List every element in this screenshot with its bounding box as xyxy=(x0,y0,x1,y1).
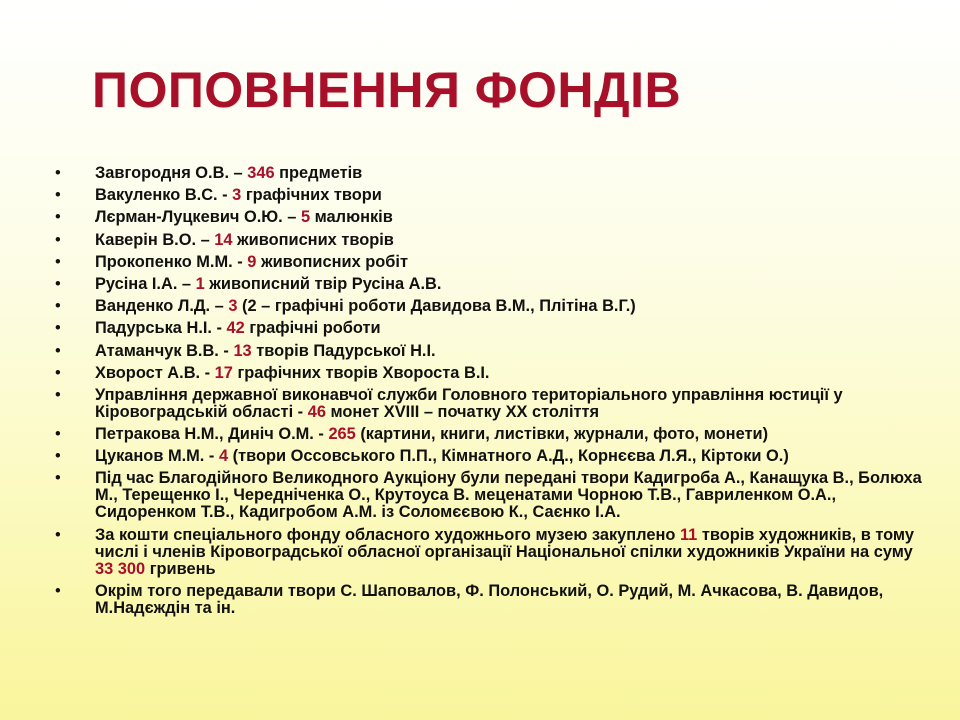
bullet-icon: • xyxy=(55,341,61,360)
item-text: (твори Оссовського П.П., Кімнатного А.Д., Корнєєва Л.Я., Кіртоки О.) xyxy=(228,447,789,466)
item-count: 9 xyxy=(247,252,257,271)
item-text: живописних творів xyxy=(232,230,394,249)
bullet-icon: • xyxy=(55,252,61,271)
bullet-icon: • xyxy=(55,581,61,600)
bullet-icon: • xyxy=(55,274,61,293)
bullet-icon: • xyxy=(55,297,61,316)
item-count: 1 xyxy=(195,274,205,293)
bullet-icon: • xyxy=(55,469,61,488)
item-text: Управління державної виконавчої служби Головного територіального управління юстиції у Кіровоградській області - xyxy=(95,385,843,421)
item-text: Петракова Н.М., Диніч О.М. - xyxy=(95,425,329,444)
item-count: 5 xyxy=(300,208,311,227)
list-item xyxy=(55,320,925,337)
item-text: Під час Благодійного Великодного Аукціону були передані твори Кадигроба А., Канащука В., Болюха М., Терещенко І., Чередніченка О., Крутоуса В. меценатами Чорною Т.В., Гавриленком О.А., Сидоренком Т.В., Кадигробом А.М. із Соломєєвою К., Саєнко І.А. xyxy=(95,469,922,522)
item-text: Каверін В.О. – xyxy=(95,230,215,249)
item-count: 346 xyxy=(247,164,275,182)
item-text: графічні роботи xyxy=(244,319,381,338)
item-text: графічних твори xyxy=(241,186,382,205)
item-count: 17 xyxy=(214,363,233,382)
item-count: 46 xyxy=(307,402,326,421)
item-text: Прокопенко М.М. - xyxy=(95,252,248,271)
item-text: Хворост А.В. - xyxy=(95,363,215,382)
bullet-icon: • xyxy=(55,164,61,182)
bullet-icon: • xyxy=(55,525,61,544)
list-item xyxy=(55,187,925,204)
bullet-icon: • xyxy=(55,385,61,404)
bullet-icon: • xyxy=(55,363,61,382)
item-count: 11 xyxy=(679,525,698,544)
item-text: малюнків xyxy=(310,208,393,227)
bullet-icon: • xyxy=(55,186,61,205)
list-item xyxy=(55,365,925,382)
list-item xyxy=(55,343,925,360)
item-text: монет XVIII – початку XX століття xyxy=(325,402,600,421)
item-text: Цуканов М.М. - xyxy=(95,447,219,466)
list-item xyxy=(55,165,925,182)
bullet-icon: • xyxy=(55,230,61,249)
item-count: 3 xyxy=(232,186,242,205)
item-text: Лєрман-Луцкевич О.Ю. – xyxy=(95,208,301,227)
list-item xyxy=(55,527,925,578)
list-item xyxy=(55,426,925,443)
item-text: Вакуленко В.С. - xyxy=(95,186,233,205)
item-count: 265 xyxy=(328,425,356,444)
item-text: предметів xyxy=(274,164,363,182)
bullet-icon: • xyxy=(55,319,61,338)
item-text: живописний твір Русіна А.В. xyxy=(204,274,442,293)
item-text: Атаманчук В.В. - xyxy=(95,341,234,360)
bullet-icon: • xyxy=(55,425,61,444)
item-text: Окрім того передавали твори С. Шаповалов, Ф. Полонський, О. Рудий, М. Ачкасова, В. Давидов, М.Надєждін та ін. xyxy=(95,581,884,617)
item-text: Ванденко Л.Д. – xyxy=(95,297,229,316)
item-text: живописних робіт xyxy=(256,252,408,271)
list-item xyxy=(55,209,925,226)
bullet-icon: • xyxy=(55,208,61,227)
item-text: За кошти спеціального фонду обласного художнього музею закуплено xyxy=(95,525,680,544)
item-text: гривень xyxy=(145,559,216,578)
bullet-icon: • xyxy=(55,447,61,466)
item-text: Завгородня О.В. – xyxy=(95,164,248,182)
list-item xyxy=(55,298,925,315)
item-count: 42 xyxy=(226,319,245,338)
list-item xyxy=(55,387,925,421)
item-text: творів Падурської Н.І. xyxy=(251,341,436,360)
list-item xyxy=(55,232,925,249)
acquisitions-list xyxy=(55,165,925,622)
list-item xyxy=(55,583,925,617)
item-text: графічних творів Хвороста В.І. xyxy=(232,363,490,382)
item-text: Русіна І.А. – xyxy=(95,274,196,293)
item-count: 14 xyxy=(214,230,233,249)
list-item xyxy=(55,276,925,293)
item-text: Падурська Н.І. - xyxy=(95,319,227,338)
item-text: творів художників, в тому числі і членів Кіровоградської обласної організації Національної спілки художників України на суму xyxy=(95,525,914,561)
item-text: (2 – графічні роботи Давидова В.М., Плітіна В.Г.) xyxy=(237,297,636,316)
slide-title: ПОПОВНЕННЯ ФОНДІВ xyxy=(92,62,682,118)
item-count: 33 300 xyxy=(95,559,146,578)
list-item xyxy=(55,470,925,521)
list-item xyxy=(55,448,925,465)
list-item xyxy=(55,254,925,271)
item-count: 3 xyxy=(228,297,238,316)
item-count: 13 xyxy=(233,341,252,360)
item-count: 4 xyxy=(218,447,229,466)
item-text: (картини, книги, листівки, журнали, фото, монети) xyxy=(355,425,769,444)
